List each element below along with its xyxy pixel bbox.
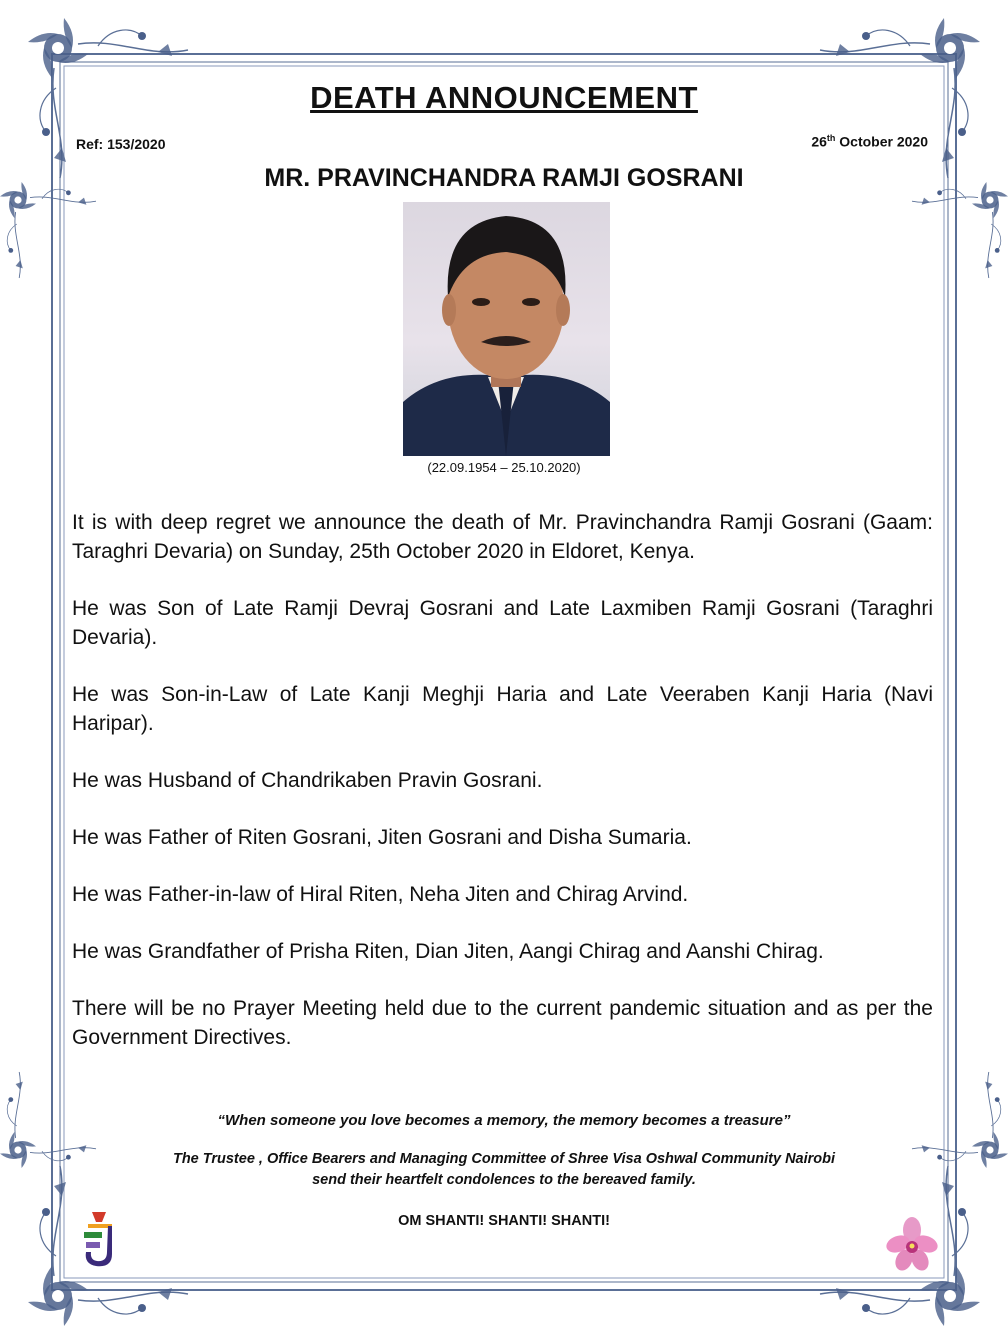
condolence-message xyxy=(0,1149,1008,1191)
body-paragraph: He was Father of Riten Gosrani, Jiten Gosrani and Disha Sumaria. xyxy=(72,826,692,849)
body-paragraph: He was Husband of Chandrikaben Pravin Gosrani. xyxy=(72,769,543,792)
orchid-flower-icon xyxy=(886,1216,938,1272)
date-day: 26 xyxy=(811,133,827,150)
body-paragraph: He was Grandfather of Prisha Riten, Dian Jiten, Aangi Chirag and Aanshi Chirag. xyxy=(72,940,824,963)
condolence-line: send their heartfelt condolences to the bereaved family. xyxy=(312,1172,696,1188)
lifespan-dates: (22.09.1954 – 25.10.2020) xyxy=(427,460,581,475)
body-paragraph: He was Son-in-Law of Late Kanji Meghji Haria and Late Veeraben Kanji Haria (Navi Haripar). xyxy=(72,683,933,735)
memorial-quote: “When someone you love becomes a memory, the memory becomes a treasure” xyxy=(217,1112,791,1129)
announcement-title: DEATH ANNOUNCEMENT xyxy=(310,80,698,115)
reference-number: Ref: 153/2020 xyxy=(76,136,166,152)
announcement-body xyxy=(72,508,933,1080)
portrait-photo xyxy=(403,202,610,456)
body-paragraph: He was Father-in-law of Hiral Riten, Neha Jiten and Chirag Arvind. xyxy=(72,883,689,906)
community-logo-icon xyxy=(78,1206,120,1270)
date-month-year: October 2020 xyxy=(835,133,928,150)
announcement-date xyxy=(811,133,928,150)
condolence-line: The Trustee , Office Bearers and Managing Committee of Shree Visa Oshwal Community Nairobi xyxy=(172,1151,836,1167)
body-paragraph: There will be no Prayer Meeting held due to the current pandemic situation and as per the Government Directives. xyxy=(72,997,933,1049)
body-paragraph: It is with deep regret we announce the death of Mr. Pravinchandra Ramji Gosrani (Gaam: Taraghri Devaria) on Sunday, 25th October 2020 in Eldoret, Kenya. xyxy=(72,511,933,563)
om-shanti-line: OM SHANTI! SHANTI! SHANTI! xyxy=(398,1213,610,1229)
deceased-name: MR. PRAVINCHANDRA RAMJI GOSRANI xyxy=(264,164,744,192)
date-suffix: th xyxy=(826,133,836,143)
body-paragraph: He was Son of Late Ramji Devraj Gosrani and Late Laxmiben Ramji Gosrani (Taraghri Devaria). xyxy=(72,597,933,649)
